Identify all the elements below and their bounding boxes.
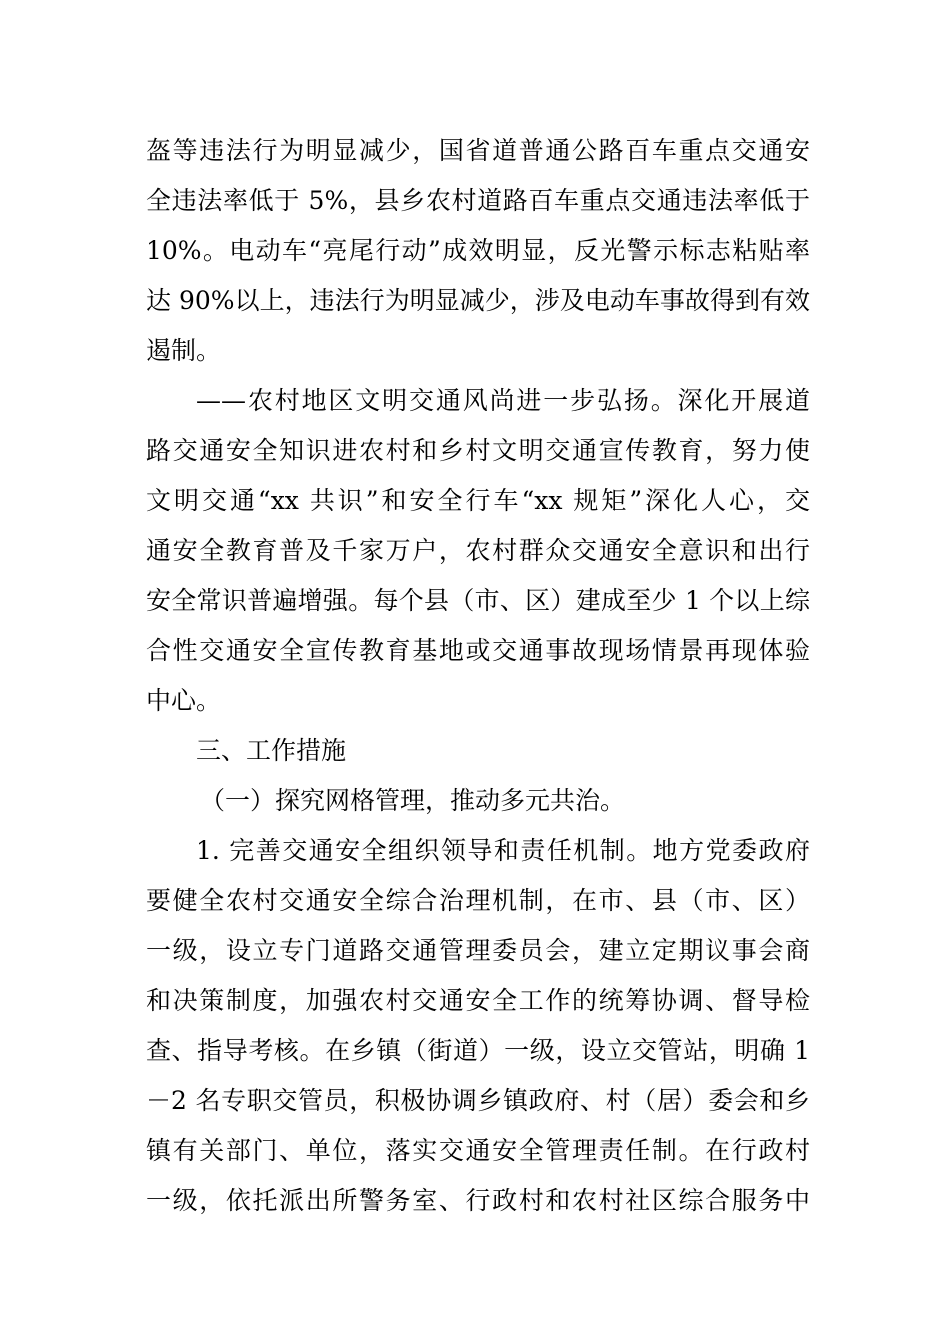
text-line: 1. 完善交通安全组织领导和责任机制。地方党委政府: [196, 836, 810, 865]
text-line: ——农村地区文明交通风尚进一步弘扬。深化开展道: [196, 386, 810, 415]
text-line: 一级，设立专门道路交通管理委员会，建立定期议事会商: [146, 936, 810, 965]
text-line: 全违法率低于 5%，县乡农村道路百车重点交通违法率低于: [146, 186, 810, 215]
text-line: 达 90%以上，违法行为明显减少，涉及电动车事故得到有效: [146, 286, 810, 315]
text-line: 遏制。: [146, 336, 222, 365]
subsection-heading: （一）探究网格管理，推动多元共治。: [200, 786, 626, 815]
text-line: 路交通安全知识进农村和乡村文明交通宣传教育，努力使: [146, 436, 810, 465]
text-line: 10%。电动车“亮尾行动”成效明显，反光警示标志粘贴率: [146, 236, 810, 265]
section-heading: 三、工作措施: [196, 736, 347, 765]
text-line: 文明交通“xx 共识”和安全行车“xx 规矩”深化人心，交: [146, 486, 810, 515]
text-line: 和决策制度，加强农村交通安全工作的统筹协调、督导检: [146, 986, 810, 1015]
text-line: 要健全农村交通安全综合治理机制，在市、县（市、区）: [146, 886, 810, 915]
text-line: 一级，依托派出所警务室、行政村和农村社区综合服务中: [146, 1186, 810, 1215]
text-line: 中心。: [146, 686, 222, 715]
text-line: 盔等违法行为明显减少，国省道普通公路百车重点交通安: [146, 136, 810, 165]
text-line: －2 名专职交管员，积极协调乡镇政府、村（居）委会和乡: [146, 1086, 810, 1115]
text-line: 查、指导考核。在乡镇（街道）一级，设立交管站，明确 1: [146, 1036, 810, 1065]
text-line: 合性交通安全宣传教育基地或交通事故现场情景再现体验: [146, 636, 810, 665]
text-line: 安全常识普遍增强。每个县（市、区）建成至少 1 个以上综: [146, 586, 810, 615]
text-line: 镇有关部门、单位，落实交通安全管理责任制。在行政村: [146, 1136, 810, 1165]
text-line: 通安全教育普及千家万户，农村群众交通安全意识和出行: [146, 536, 810, 565]
